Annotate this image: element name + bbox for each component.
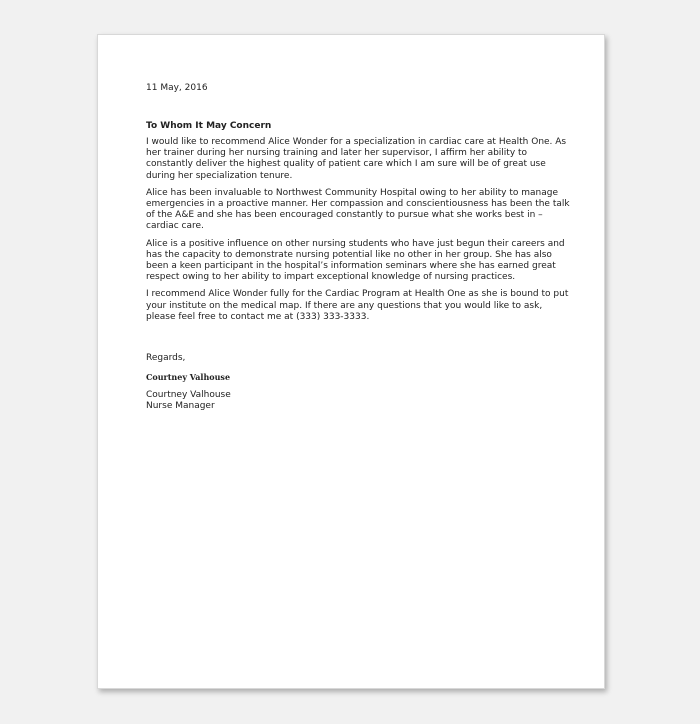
letter-salutation: To Whom It May Concern <box>146 121 272 131</box>
letter-date: 11 May, 2016 <box>146 83 208 93</box>
body-paragraph-1: I would like to recommend Alice Wonder for a specialization in cardiac care at Health One. As her trainer during her nursing training and later her supervisor, I affirm her ability to constantly deliver the highest quality of patient care which I am sure will be of great use during her specialization tenure. <box>146 137 567 181</box>
signer-title: Nurse Manager <box>146 401 215 412</box>
letter-body <box>146 137 571 329</box>
signer-name: Courtney Valhouse <box>146 390 231 400</box>
body-paragraph-4: I recommend Alice Wonder fully for the Cardiac Program at Health One as she is bound to put your institute on the medical map. If there are any questions that you would like to ask, please feel free to contact me at (333) 333-3333. <box>146 289 569 322</box>
signer-block <box>146 390 231 412</box>
body-paragraph-3: Alice is a positive influence on other nursing students who have just begun their careers and has the capacity to demonstrate nursing potential like no other in her group. She has also been a keen participant in the hospital’s information seminars where she has earned great respect owing to her ability to impart exceptional knowledge of nursing practices. <box>146 238 565 283</box>
letter-page <box>97 34 605 689</box>
signature: Courtney Valhouse <box>146 372 231 382</box>
body-paragraph-2: Alice has been invaluable to Northwest Community Hospital owing to her ability to manage emergencies in a proactive manner. Her compassion and conscientiousness has been the talk of the A&E and she has been encouraged constantly to pursue what she works best in – cardiac care. <box>146 187 570 232</box>
letter-closing: Regards, <box>146 353 186 363</box>
